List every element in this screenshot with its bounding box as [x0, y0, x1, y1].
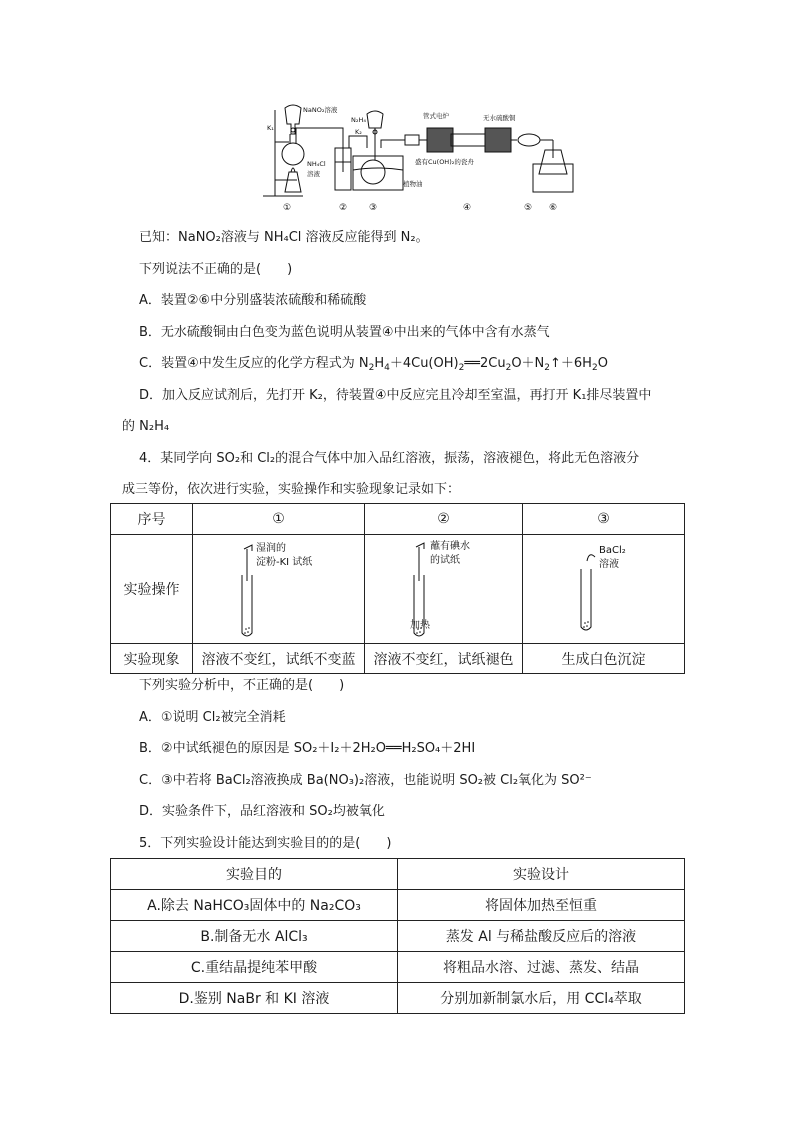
q5-design-a: 将固体加热至恒重 — [398, 890, 685, 921]
q5-goal-b: B.制备无水 AlCl₃ — [111, 921, 398, 952]
svg-text:溶液: 溶液 — [598, 559, 619, 570]
apparatus-number-6: ⑥ — [548, 203, 558, 213]
q4-row-phenomenon: 实验现象 — [111, 644, 193, 674]
nano2-label: NaNO₂溶液 — [303, 106, 338, 114]
apparatus-number-5: ⑤ — [523, 203, 533, 213]
q4-op-cell-1 — [193, 535, 365, 644]
q5-table — [110, 858, 685, 1014]
svg-text:淀粉-KI 试纸: 淀粉-KI 试纸 — [255, 557, 312, 568]
q4-table — [110, 503, 685, 674]
q4-header-2: ② — [365, 504, 523, 535]
q4-header-3: ③ — [523, 504, 685, 535]
q5-header-goal: 实验目的 — [111, 859, 398, 890]
q3-known: 已知：NaNO₂溶液与 NH₄Cl 溶液反应能得到 N₂。 — [139, 230, 429, 245]
q4-row-operation: 实验操作 — [111, 535, 193, 644]
svg-text:BaCl₂: BaCl₂ — [598, 545, 626, 556]
q3-option-a[interactable]: A．装置②⑥中分别盛装浓硫酸和稀硫酸 — [139, 293, 367, 308]
q5-goal-a: A.除去 NaHCO₃固体中的 Na₂CO₃ — [111, 890, 398, 921]
q4-stem-line1: 4．某同学向 SO₂和 Cl₂的混合气体中加入品红溶液，振荡，溶液褪色，将此无色溶液分 — [139, 451, 640, 466]
apparatus-number-3: ③ — [368, 203, 378, 213]
svg-text:蘸有碘水: 蘸有碘水 — [429, 541, 470, 552]
q3-option-b[interactable]: B．无水硫酸铜由白色变为蓝色说明从装置④中出来的气体中含有水蒸气 — [139, 325, 550, 340]
q5-design-c: 将粗品水溶、过滤、蒸发、结晶 — [398, 952, 685, 983]
test-tube-figure-2 — [366, 535, 522, 639]
q5-goal-c: C.重结晶提纯苯甲酸 — [111, 952, 398, 983]
boat-label: 盛有Cu(OH)₂的瓷舟 — [415, 158, 474, 166]
q4-phenomenon-1: 溶液不变红，试纸不变蓝 — [193, 644, 365, 674]
q3-option-d-line1[interactable]: D．加入反应试剂后，先打开 K₂，待装置④中反应完且冷却至室温，再打开 K₁排尽装置中 — [139, 388, 652, 403]
q5-header-design: 实验设计 — [398, 859, 685, 890]
q5-design-d: 分别加新制氯水后，用 CCl₄萃取 — [398, 983, 685, 1014]
furnace-label: 管式电炉 — [423, 112, 449, 120]
q3-stem: 下列说法不正确的是( ) — [139, 262, 293, 277]
nh4cl-solution-label: 溶液 — [307, 170, 320, 178]
oil-label: 植物油 — [403, 180, 423, 188]
n2h4-label: N₂H₄ — [351, 116, 366, 124]
q4-option-a[interactable]: A．①说明 Cl₂被完全消耗 — [139, 710, 286, 725]
test-tube-figure-1 — [194, 535, 364, 639]
q3-option-d-line2: 的 N₂H₄ — [122, 419, 170, 434]
q4-header-index: 序号 — [111, 504, 193, 535]
q4-op-cell-3 — [523, 535, 685, 644]
q5-stem: 5．下列实验设计能达到实验目的的是( ) — [139, 836, 392, 851]
apparatus-diagram — [255, 100, 575, 218]
k1-label: K₁ — [267, 124, 274, 132]
q4-option-b[interactable]: B．②中试纸褪色的原因是 SO₂＋I₂＋2H₂O══H₂SO₄＋2HI — [139, 741, 476, 756]
apparatus-number-2: ② — [338, 203, 348, 213]
q4-header-1: ① — [193, 504, 365, 535]
q4-phenomenon-3: 生成白色沉淀 — [523, 644, 685, 674]
apparatus-number-1: ① — [282, 203, 292, 213]
nh4cl-label: NH₄Cl — [307, 160, 326, 168]
k2-label: K₂ — [355, 128, 362, 136]
q5-goal-d: D.鉴别 NaBr 和 KI 溶液 — [111, 983, 398, 1014]
svg-text:湿润的: 湿润的 — [255, 543, 286, 554]
q5-design-b: 蒸发 Al 与稀盐酸反应后的溶液 — [398, 921, 685, 952]
q4-option-d[interactable]: D．实验条件下，品红溶液和 SO₂均被氧化 — [139, 804, 385, 819]
q4-op-cell-2 — [365, 535, 523, 644]
test-tube-figure-3 — [525, 535, 683, 639]
cuso4-label: 无水硫酸铜 — [483, 114, 516, 122]
svg-text:的试纸: 的试纸 — [429, 555, 460, 566]
q4-phenomenon-2: 溶液不变红，试纸褪色 — [365, 644, 523, 674]
q4-op2-heat-label: 加热 — [410, 620, 430, 631]
q4-option-c[interactable]: C．③中若将 BaCl₂溶液换成 Ba(NO₃)₂溶液，也能说明 SO₂被 Cl₂氧化为 SO²⁻ — [139, 773, 592, 788]
q4-stem3: 下列实验分析中，不正确的是( ) — [139, 678, 345, 693]
q3-option-c[interactable]: C．装置④中发生反应的化学方程式为 $N_2H_4+4Cu(OH)_2══2Cu_2O+N_2↑+6H_2O$ — [139, 356, 608, 373]
apparatus-number-4: ④ — [462, 203, 472, 213]
q4-stem-line2: 成三等份，依次进行实验，实验操作和实验现象记录如下： — [122, 482, 461, 497]
